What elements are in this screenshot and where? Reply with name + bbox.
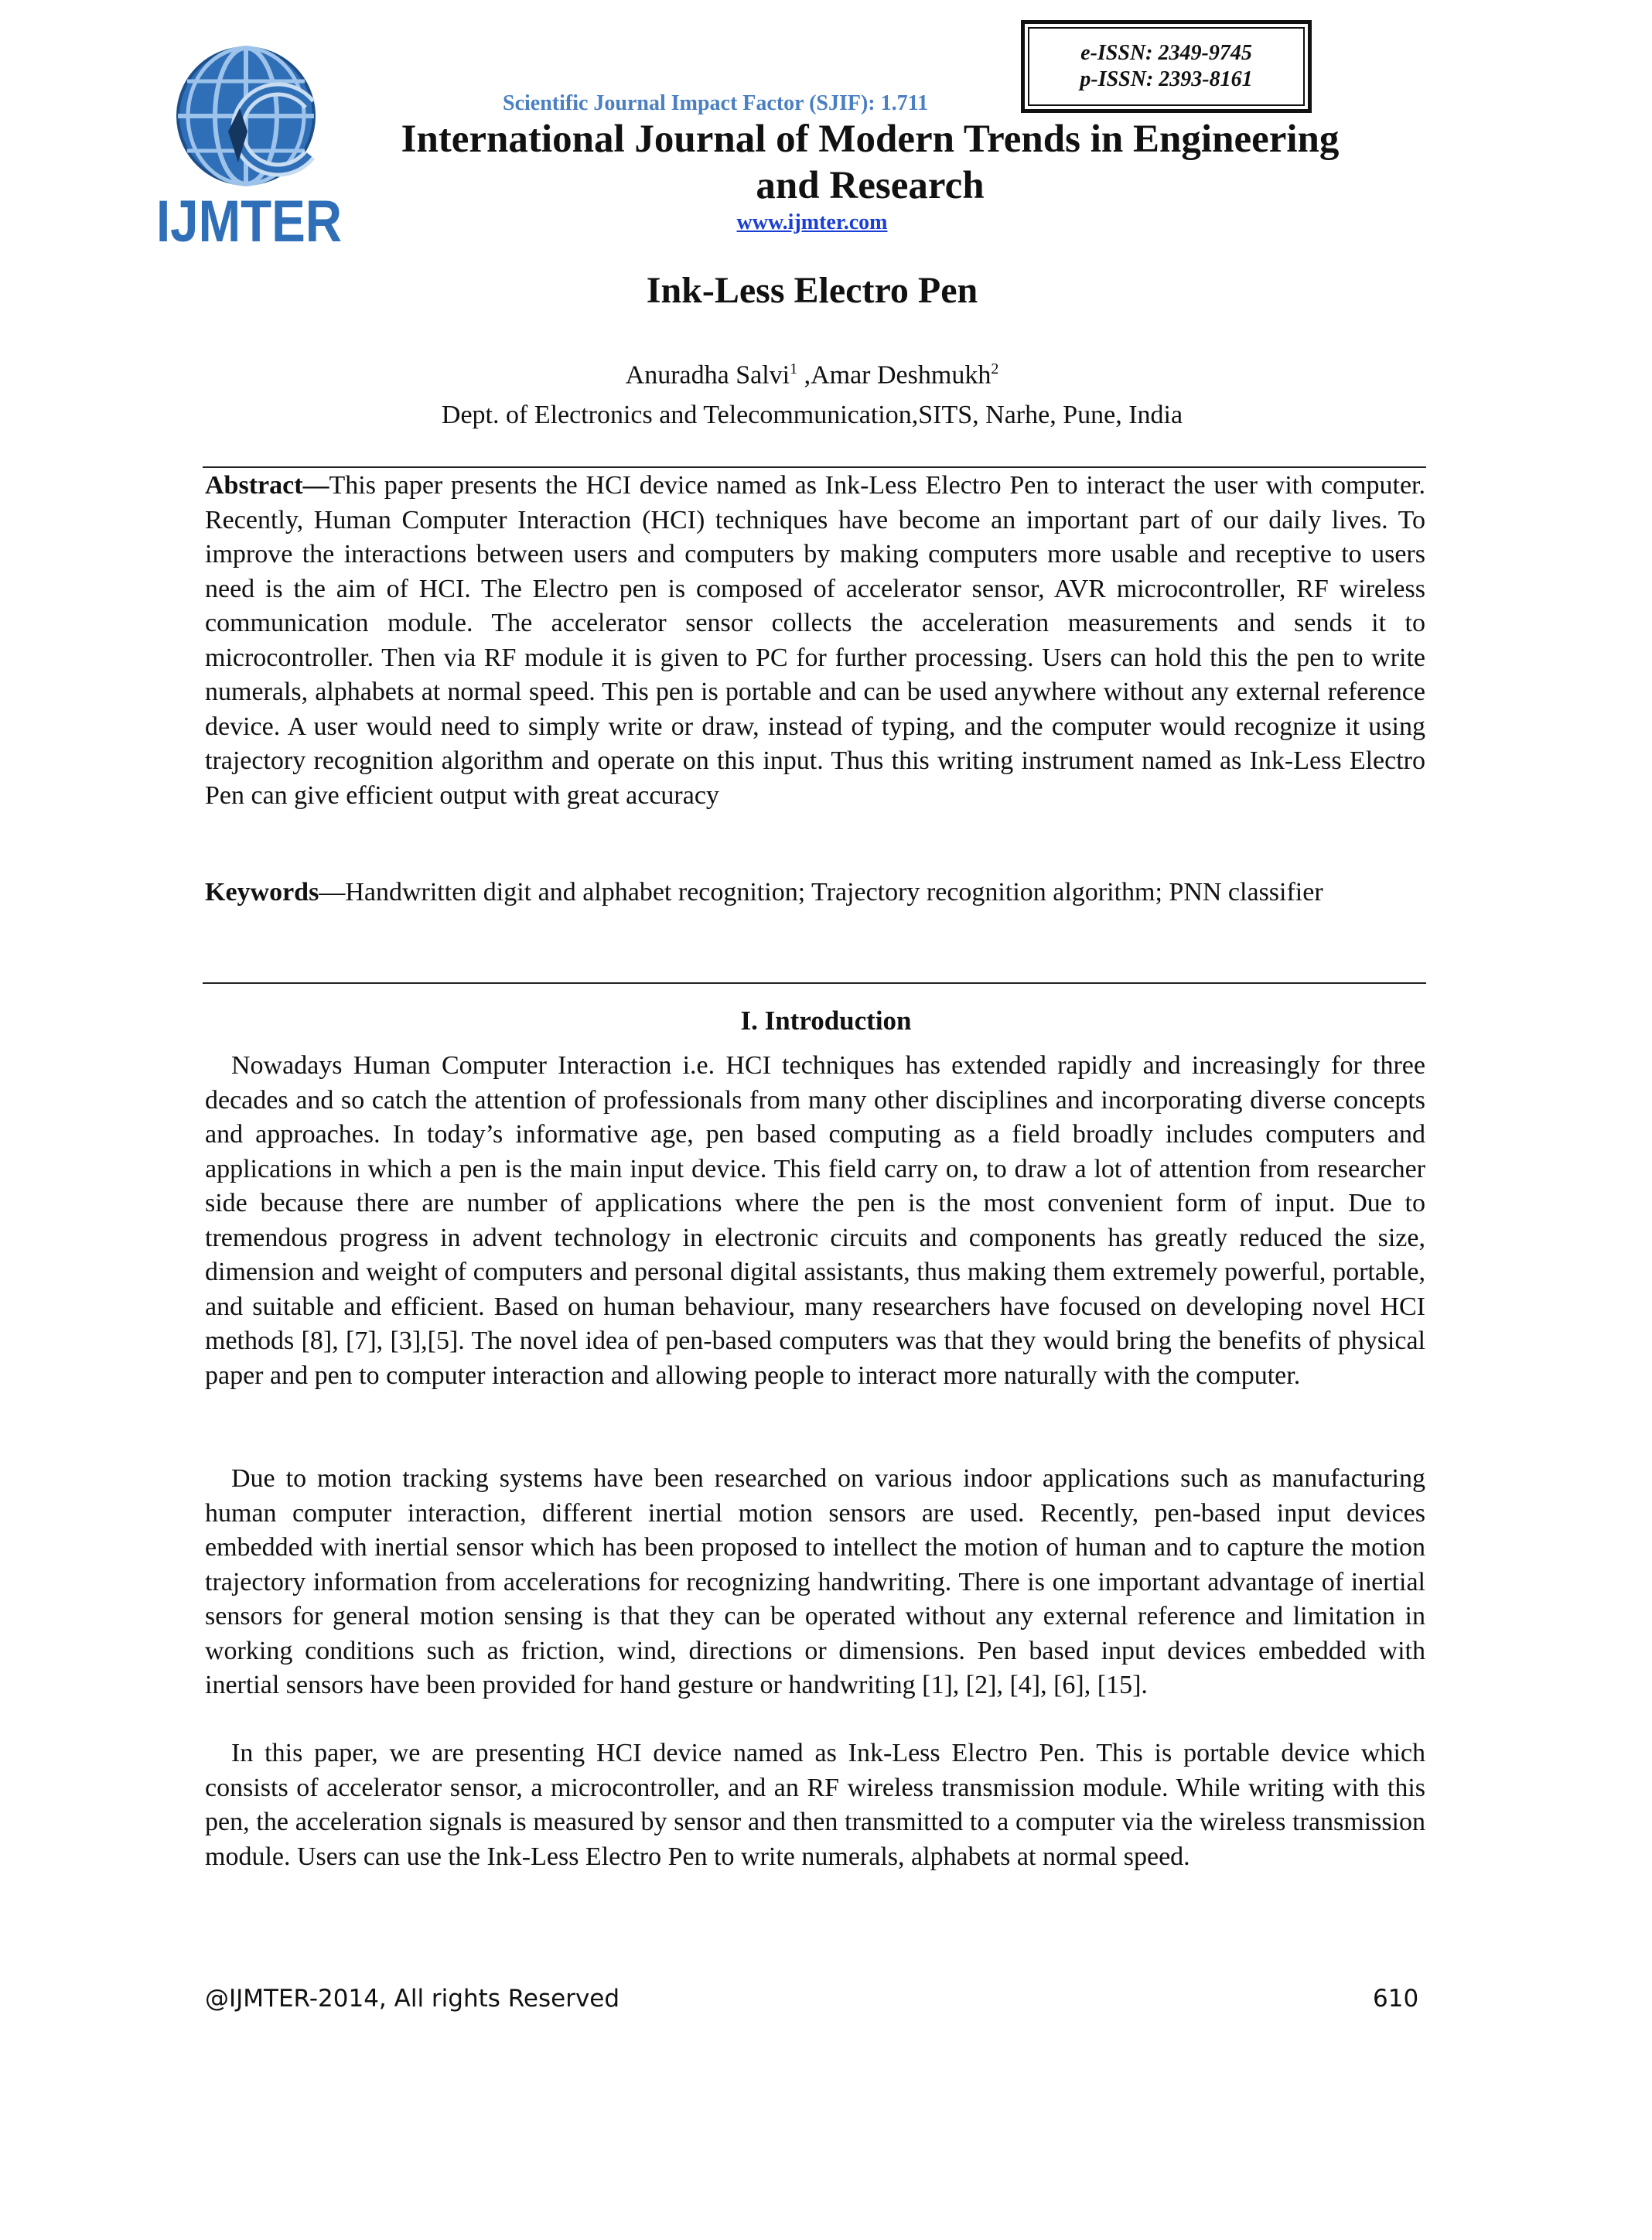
author-1: Anuradha Salvi <box>625 360 790 390</box>
intro-paragraph-1: Nowadays Human Computer Interaction i.e. HCI techniques has extended rapidly and increasingly for three decades and so catch the attention of professionals from many other disciplines and incorporating diverse concepts and approaches. In today’s informative age, pen based computing as a field broadly includes computers and applications in which a pen is the main input device. This field carry on, to draw a lot of attention from researcher side because there are number of applications where the pen is the most convenient form of input. Due to tremendous progress in advent technology in electronic circuits and components has greatly reduced the size, dimension and weight of computers and personal digital assistants, thus making them extremely powerful, portable, and suitable and efficient. Based on human behaviour, many researchers have focused on developing novel HCI methods [8], [7], [3],[5]. The novel idea of pen-based computers was that they would bring the benefits of physical paper and pen to computer interaction and allowing people to interact more naturally with the computer. <box>205 1051 1425 1390</box>
footer-page-number: 610 <box>1373 1985 1419 2013</box>
journal-title <box>333 116 1408 209</box>
logo-text: IJMTER <box>156 189 342 254</box>
section-heading: I. Introduction <box>740 1006 912 1036</box>
sjif-impact-factor: Scientific Journal Impact Factor (SJIF): 1.711 <box>503 91 929 115</box>
abstract-text: This paper presents the HCI device named as Ink-Less Electro Pen to interact the user with computer. Recently, Human Computer Interaction (HCI) techniques have become an important part of our daily lives. To improve the interactions between users and computers by making computers more usable and receptive to users need is the aim of HCI. The Electro pen is composed of accelerator sensor, AVR microcontroller, RF wireless communication module. The accelerator sensor collects the acceleration measurements and sends it to microcontroller. Then via RF module it is given to PC for further processing. Users can hold this the pen to write numerals, alphabets at normal speed. This pen is portable and can be used anywhere without any external reference device. A user would need to simply write or draw, instead of typing, and the computer would recognize it using trajectory recognition algorithm and operate on this input. Thus this writing instrument named as Ink-Less Electro Pen can give efficient output with great accuracy <box>205 471 1425 810</box>
intro-paragraph-3: In this paper, we are presenting HCI device named as Ink-Less Electro Pen. This is portable device which consists of accelerator sensor, a microcontroller, and an RF wireless transmission module. While writing with this pen, the acceleration signals is measured by sensor and then transmitted to a computer via the wireless transmission module. Users can use the Ink-Less Electro Pen to write numerals, alphabets at normal speed. <box>205 1739 1425 1871</box>
affiliation: Dept. of Electronics and Telecommunication,SITS, Narhe, Pune, India <box>441 401 1183 429</box>
journal-logo <box>155 39 348 254</box>
globe-logo-icon <box>155 39 348 254</box>
footer-copyright: @IJMTER-2014, All rights Reserved <box>205 1985 620 2013</box>
author-2: Amar Deshmukh <box>811 360 992 390</box>
paper-title: Ink-Less Electro Pen <box>646 270 978 311</box>
keywords-label: Keywords <box>205 878 319 907</box>
author-line <box>0 360 1624 390</box>
journal-url-link[interactable]: www.ijmter.com <box>736 210 888 234</box>
author-2-sup: 2 <box>991 360 999 377</box>
eissn: e-ISSN: 2349-9745 <box>1080 41 1252 65</box>
divider-top <box>203 466 1426 468</box>
keywords-text: —Handwritten digit and alphabet recognition; Trajectory recognition algorithm; PNN classifier <box>319 878 1323 907</box>
author-separator: , <box>797 360 811 390</box>
intro-paragraph-2: Due to motion tracking systems have been researched on various indoor applications such as manufacturing human computer interaction, different inertial motion sensors are used. Recently, pen-based input devices embedded with inertial sensor which has been proposed to intellect the motion of human and to capture the motion trajectory information from accelerations for recognizing handwriting. There is one important advantage of inertial sensors for general motion sensing is that they can be operated without any external reference and limitation in working conditions such as friction, wind, directions or dimensions. Pen based input devices embedded with inertial sensors have been provided for hand gesture or handwriting [1], [2], [4], [6], [15]. <box>205 1464 1425 1699</box>
pissn: p-ISSN: 2393-8161 <box>1080 67 1253 91</box>
journal-title-line2: and Research <box>756 164 985 207</box>
abstract-label: Abstract— <box>205 471 329 500</box>
issn-box <box>1021 20 1312 113</box>
journal-title-line1: International Journal of Modern Trends in Engineering <box>401 118 1340 161</box>
abstract <box>205 469 1425 813</box>
keywords <box>205 876 1425 910</box>
divider-bottom <box>203 982 1426 984</box>
author-1-sup: 1 <box>790 360 798 377</box>
